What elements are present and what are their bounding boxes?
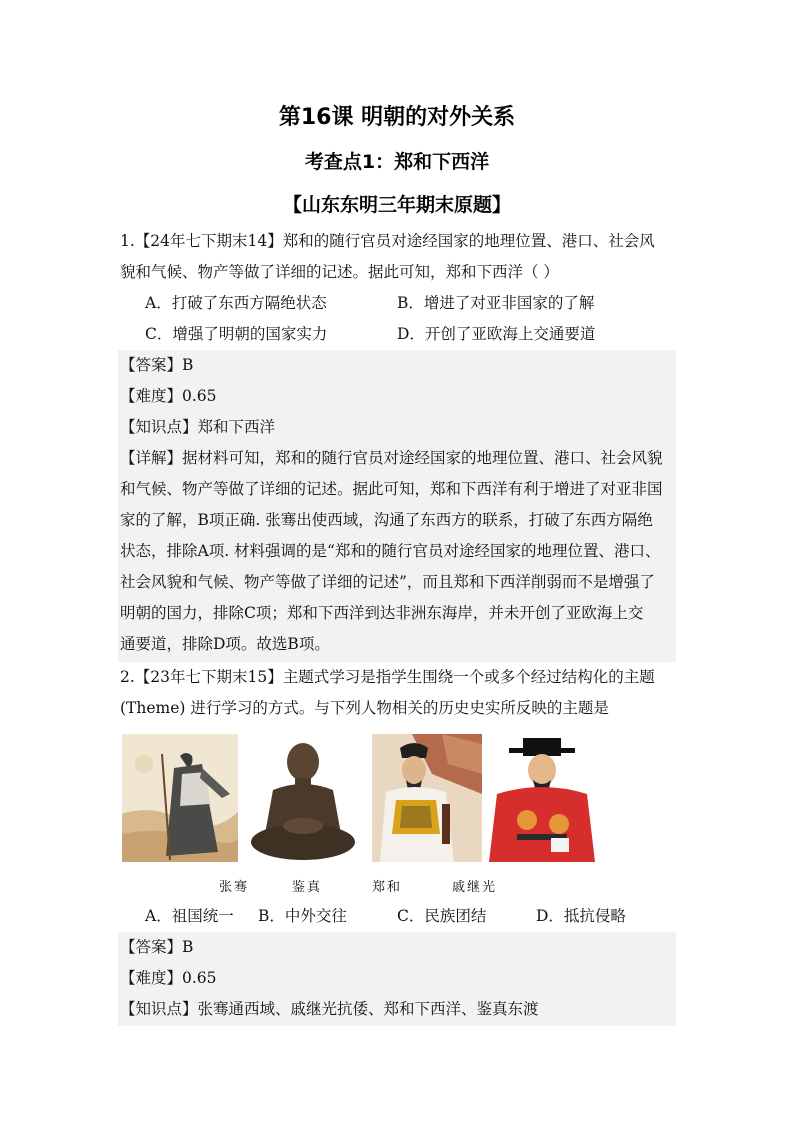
jianzhen-statue xyxy=(249,734,357,862)
caption-zheng-he: 郑和 xyxy=(372,880,403,895)
lesson-title: 第16课 明朝的对外关系 xyxy=(278,105,516,130)
caption-jianzhen: 鉴真 xyxy=(292,880,323,895)
qi-jiguang-portrait xyxy=(487,734,597,862)
q1-answer: 【答案】B xyxy=(120,356,194,374)
q1-option-b: B．增进了对亚非国家的了解 xyxy=(397,294,595,312)
q1-option-c: C．增强了明朝的国家实力 xyxy=(145,325,328,343)
q2-answer: 【答案】B xyxy=(120,938,194,956)
q2-option-b: B．中外交往 xyxy=(258,907,347,925)
q1-stem-line-1: 1.【24年七下期末14】郑和的随行官员对途经国家的地理位置、港口、社会风 xyxy=(120,232,655,250)
zheng-he-portrait xyxy=(372,734,482,862)
q2-knowledge-point: 【知识点】张骞通西域、戚继光抗倭、郑和下西洋、鉴真东渡 xyxy=(120,1000,539,1018)
q1-option-a: A．打破了东西方隔绝状态 xyxy=(145,294,327,312)
q1-detail-line-3: 家的了解，B项正确. 张骞出使西域，沟通了东西方的联系，打破了东西方隔绝 xyxy=(120,511,653,529)
q1-stem-line-2: 貌和气候、物产等做了详细的记述。据此可知，郑和下西洋（ ） xyxy=(120,263,559,281)
q1-detail-line-4: 状态，排除A项. 材料强调的是“郑和的随行官员对途经国家的地理位置、港口、 xyxy=(120,542,661,560)
caption-qi-jiguang: 戚继光 xyxy=(452,880,498,895)
q1-detail-line-6: 明朝的国力，排除C项；郑和下西洋到达非洲东海岸，并未开创了亚欧海上交 xyxy=(120,604,644,622)
q2-option-a: A．祖国统一 xyxy=(145,907,234,925)
caption-zhang-qian: 张骞 xyxy=(219,880,250,895)
q1-difficulty: 【难度】0.65 xyxy=(120,387,217,405)
q1-detail-line-1: 【详解】据材料可知，郑和的随行官员对途经国家的地理位置、港口、社会风貌 xyxy=(120,449,663,467)
q1-knowledge-point: 【知识点】郑和下西洋 xyxy=(120,418,276,436)
q1-detail-line-7: 通要道，排除D项。故选B项。 xyxy=(120,635,330,653)
q1-detail-line-5: 社会风貌和气候、物产等做了详细的记述”，而且郑和下西洋削弱而不是增强了 xyxy=(120,573,655,591)
q2-stem-line-1: 2.【23年七下期末15】主题式学习是指学生围绕一个或多个经过结构化的主题 xyxy=(120,668,655,686)
q1-detail-line-2: 和气候、物产等做了详细的记述。据此可知，郑和下西洋有利于增进了对亚非国 xyxy=(120,480,663,498)
q2-option-d: D．抵抗侵略 xyxy=(536,907,626,925)
q2-option-c: C．民族团结 xyxy=(397,907,487,925)
exam-point-title: 考查点1：郑和下西洋 xyxy=(304,151,490,173)
q2-stem-line-2: (Theme) 进行学习的方式。与下列人物相关的历史史实所反映的主题是 xyxy=(120,699,609,717)
zhang-qian-portrait xyxy=(122,734,238,862)
section-title: 【山东东明三年期末原题】 xyxy=(282,194,511,216)
q2-difficulty: 【难度】0.65 xyxy=(120,969,217,987)
q1-option-d: D．开创了亚欧海上交通要道 xyxy=(397,325,596,343)
